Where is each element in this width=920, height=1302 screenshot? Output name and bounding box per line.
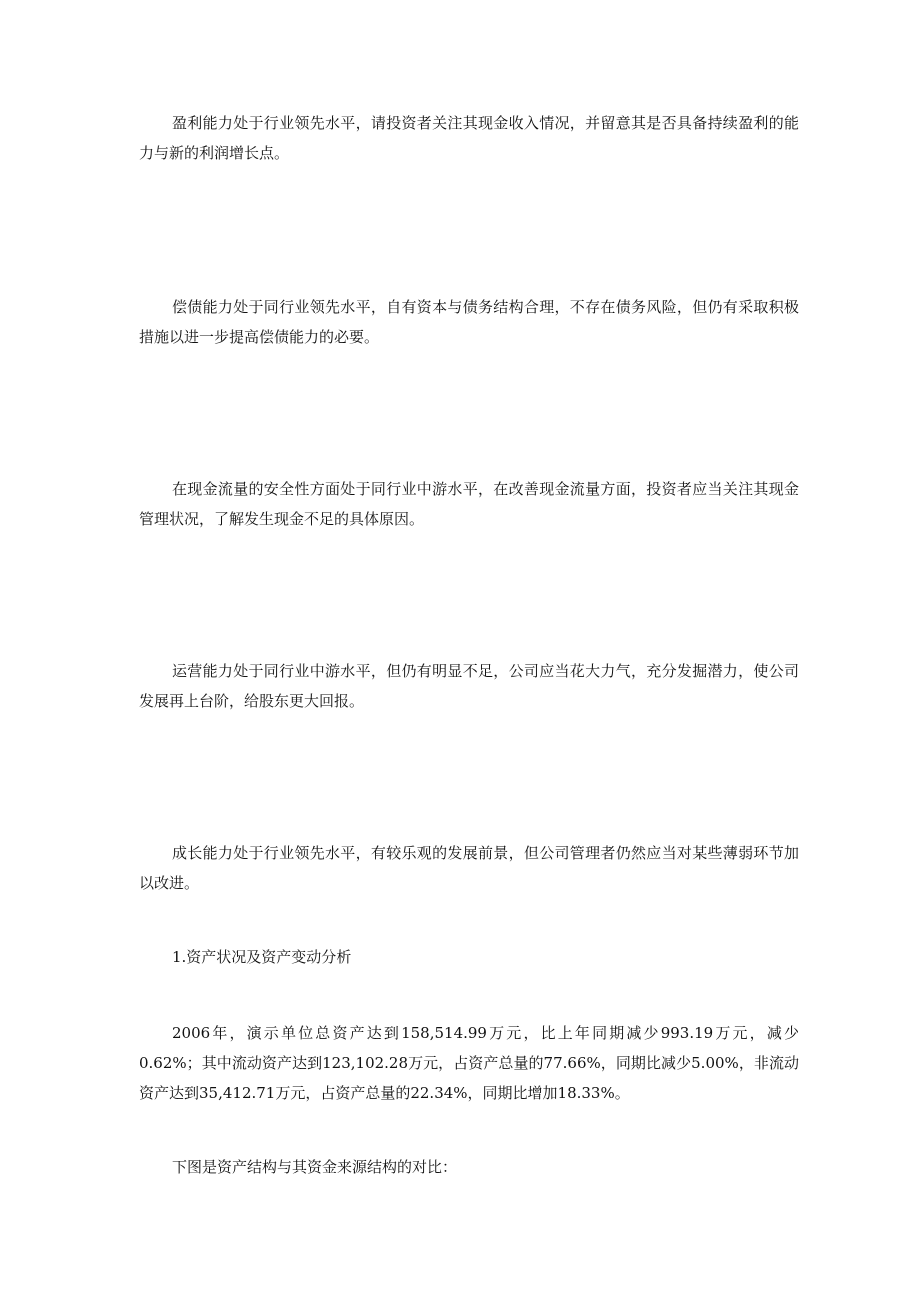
- paragraph-solvency: 偿债能力处于同行业领先水平，自有资本与债务结构合理，不存在债务风险，但仍有采取积极措施以进一步提高偿债能力的必要。: [139, 298, 799, 346]
- paragraph-asset-figures: 2006年，演示单位总资产达到158,514.99万元，比上年同期减少993.19万元，减少0.62%；其中流动资产达到123,102.28万元，占资产总量的77.66%，同期比减少5.00%，非流动资产达到35,412.71万元，占资产总量的22.34%，同期比增加18.33%。: [139, 1024, 799, 1102]
- paragraph-cash-flow: 在现金流量的安全性方面处于同行业中游水平，在改善现金流量方面，投资者应当关注其现金管理状况，了解发生现金不足的具体原因。: [139, 480, 799, 528]
- section-heading-asset-analysis: 1.资产状况及资产变动分析: [172, 948, 352, 966]
- paragraph-chart-intro: 下图是资产结构与其资金来源结构的对比：: [172, 1158, 458, 1176]
- paragraph-operations: 运营能力处于同行业中游水平，但仍有明显不足，公司应当花大力气，充分发掘潜力，使公司发展再上台阶，给股东更大回报。: [139, 662, 799, 710]
- paragraph-growth: 成长能力处于行业领先水平，有较乐观的发展前景，但公司管理者仍然应当对某些薄弱环节加以改进。: [139, 844, 799, 892]
- paragraph-profitability: 盈利能力处于行业领先水平，请投资者关注其现金收入情况，并留意其是否具备持续盈利的能力与新的利润增长点。: [139, 114, 799, 162]
